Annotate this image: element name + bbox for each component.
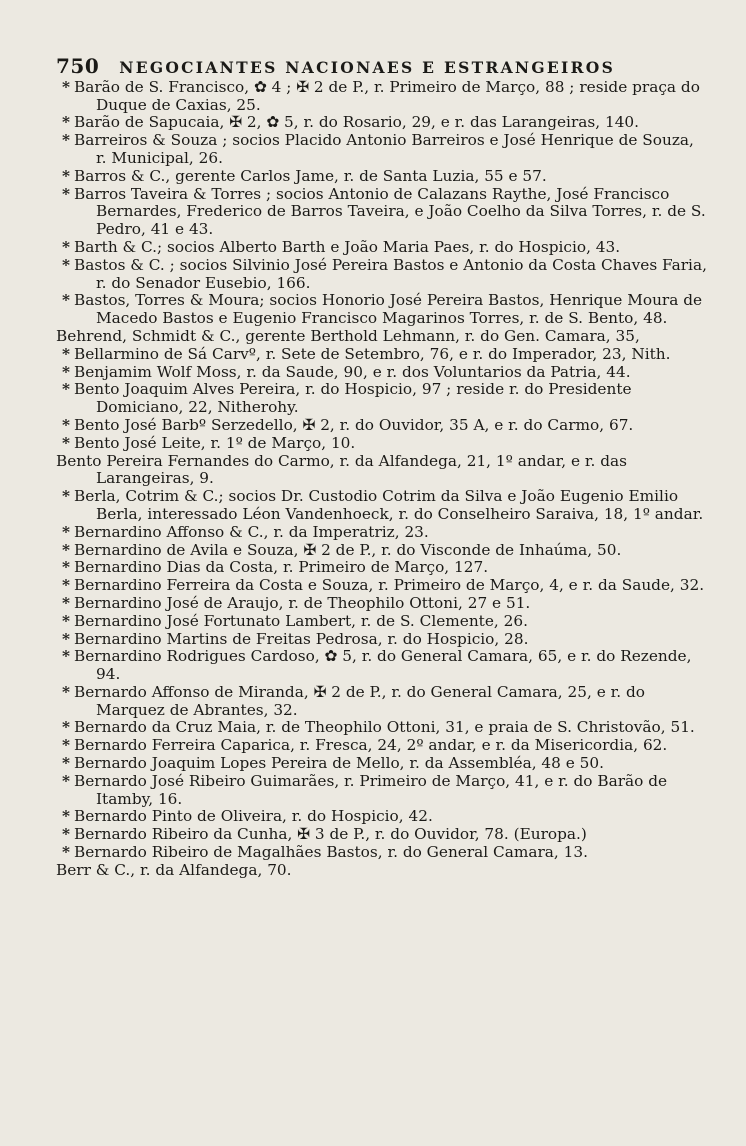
directory-entry: [56, 737, 708, 755]
directory-entry: [56, 844, 708, 862]
directory-entry: [56, 755, 708, 773]
directory-entry: [56, 132, 708, 168]
entry-text: Bernardo Affonso de Miranda, ✠ 2 de P., r. do General Camara, 25, e r. do Marquez de Abrantes, 32.: [74, 682, 645, 719]
entry-text: Benjamim Wolf Moss, r. da Saude, 90, e r. dos Voluntarios da Patria, 44.: [74, 362, 631, 381]
entry-marker: *: [62, 736, 70, 755]
entry-text: Bernardino Martins de Freitas Pedrosa, r. do Hospicio, 28.: [74, 629, 529, 648]
entry-marker: *: [62, 255, 70, 274]
page-number: 750: [56, 54, 100, 78]
entry-text: Bento José Barbº Serzedello, ✠ 2, r. do Ouvidor, 35 A, e r. do Carmo, 67.: [74, 415, 634, 434]
directory-entry: [56, 364, 708, 382]
entry-marker: *: [62, 237, 70, 256]
entry-marker: *: [62, 629, 70, 648]
entry-marker: *: [62, 291, 70, 310]
directory-entry: [56, 648, 708, 684]
entry-marker: *: [62, 131, 70, 150]
directory-entry: [56, 826, 708, 844]
entry-text: Bernardino Affonso & C., r. da Imperatriz, 23.: [74, 522, 429, 541]
directory-entry: [56, 613, 708, 631]
entry-marker: *: [62, 771, 70, 790]
entry-text: Barão de Sapucaia, ✠ 2, ✿ 5, r. do Rosario, 29, e r. das Larangeiras, 140.: [74, 113, 640, 132]
entry-text: Bento José Leite, r. 1º de Março, 10.: [74, 433, 356, 452]
entry-text: Bernardino José de Araujo, r. de Theophilo Ottoni, 27 e 51.: [74, 593, 531, 612]
entry-marker: *: [62, 487, 70, 506]
entry-text: Bastos & C. ; socios Silvinio José Pereira Bastos e Antonio da Costa Chaves Faria, r. do Senador Eusebio, 166.: [74, 255, 707, 292]
entry-text: Berr & C., r. da Alfandega, 70.: [56, 860, 292, 879]
entry-text: Bernardino Dias da Costa, r. Primeiro de Março, 127.: [74, 558, 489, 577]
directory-entry: [56, 453, 708, 489]
entry-text: Barth & C.; socios Alberto Barth e João Maria Paes, r. do Hospicio, 43.: [74, 237, 621, 256]
entry-text: Bernardo Ferreira Caparica, r. Fresca, 24, 2º andar, e r. da Misericordia, 62.: [74, 736, 668, 755]
entry-marker: *: [62, 380, 70, 399]
entry-text: Bastos, Torres & Moura; socios Honorio José Pereira Bastos, Henrique Moura de Macedo Bastos e Eugenio Francisco Magarinos Torres, r. de S. Bento, 48.: [74, 291, 703, 328]
entry-list: [56, 79, 708, 880]
directory-entry: [56, 168, 708, 186]
entry-marker: *: [62, 433, 70, 452]
entry-marker: *: [62, 576, 70, 595]
running-title: NEGOCIANTES NACIONAES E ESTRANGEIROS: [119, 58, 616, 77]
directory-entry: [56, 862, 708, 880]
entry-text: Bernardino de Avila e Souza, ✠ 2 de P., r. do Visconde de Inhaúma, 50.: [74, 540, 622, 559]
directory-entry: [56, 328, 708, 346]
entry-marker: *: [62, 843, 70, 862]
entry-marker: *: [62, 415, 70, 434]
directory-entry: [56, 684, 708, 720]
entry-marker: *: [62, 558, 70, 577]
entry-text: Bento Joaquim Alves Pereira, r. do Hospicio, 97 ; reside r. do Presidente Domiciano, 22, Nitherohy.: [74, 380, 632, 417]
directory-entry: [56, 114, 708, 132]
directory-entry: [56, 559, 708, 577]
directory-entry: [56, 239, 708, 257]
directory-entry: [56, 346, 708, 364]
directory-entry: [56, 257, 708, 293]
entry-text: Bento Pereira Fernandes do Carmo, r. da Alfandega, 21, 1º andar, e r. das Larangeiras, 9.: [56, 451, 627, 488]
directory-entry: [56, 417, 708, 435]
entry-marker: *: [62, 647, 70, 666]
directory-entry: [56, 435, 708, 453]
entry-marker: *: [62, 184, 70, 203]
entry-text: Barreiros & Souza ; socios Placido Antonio Barreiros e José Henrique de Souza, r. Municipal, 26.: [74, 131, 694, 167]
entry-marker: *: [62, 540, 70, 559]
directory-entry: [56, 79, 708, 115]
entry-text: Bernardo Joaquim Lopes Pereira de Mello, r. da Assembléa, 48 e 50.: [74, 754, 604, 773]
entry-text: Bernardino José Fortunato Lambert, r. de S. Clemente, 26.: [74, 611, 528, 630]
directory-entry: [56, 381, 708, 417]
entry-text: Barão de S. Francisco, ✿ 4 ; ✠ 2 de P., r. Primeiro de Março, 88 ; reside praça do Duque de Caxias, 25.: [74, 77, 700, 114]
entry-text: Berla, Cotrim & C.; socios Dr. Custodio Cotrim da Silva e João Eugenio Emilio Berla, interessado Léon Vandenhoeck, r. do Conselheiro Saraiva, 18, 1º andar.: [74, 487, 704, 523]
entry-marker: *: [62, 611, 70, 630]
entry-text: Barros Taveira & Torres ; socios Antonio de Calazans Raythe, José Francisco Bernardes, Frederico de Barros Taveira, e João Coelho da Silva Torres, r. de S. Pedro, 41 e 43.: [74, 184, 706, 239]
entry-marker: *: [62, 77, 70, 96]
entry-text: Bernardo da Cruz Maia, r. de Theophilo Ottoni, 31, e praia de S. Christovão, 51.: [74, 718, 695, 737]
entry-marker: *: [62, 718, 70, 737]
entry-marker: *: [62, 807, 70, 826]
page-header: [56, 54, 708, 78]
directory-entry: [56, 292, 708, 328]
entry-text: Bernardino Rodrigues Cardoso, ✿ 5, r. do General Camara, 65, e r. do Rezende, 94.: [74, 647, 692, 684]
entry-marker: *: [62, 754, 70, 773]
directory-entry: [56, 595, 708, 613]
directory-entry: [56, 773, 708, 809]
directory-entry: [56, 524, 708, 542]
entry-text: Bernardino Ferreira da Costa e Souza, r. Primeiro de Março, 4, e r. da Saude, 32.: [74, 576, 705, 595]
entry-marker: *: [62, 682, 70, 701]
entry-marker: *: [62, 113, 70, 132]
directory-entry: [56, 488, 708, 524]
directory-entry: [56, 631, 708, 649]
directory-entry: [56, 808, 708, 826]
entry-marker: *: [62, 825, 70, 844]
entry-text: Bellarmino de Sá Carvº, r. Sete de Setembro, 76, e r. do Imperador, 23, Nith.: [74, 344, 671, 363]
directory-entry: [56, 719, 708, 737]
directory-entry: [56, 186, 708, 239]
entry-text: Bernardo Ribeiro de Magalhães Bastos, r. do General Camara, 13.: [74, 843, 588, 862]
entry-text: Bernardo Pinto de Oliveira, r. do Hospicio, 42.: [74, 807, 433, 826]
entry-marker: *: [62, 362, 70, 381]
entry-text: Bernardo Ribeiro da Cunha, ✠ 3 de P., r. do Ouvidor, 78. (Europa.): [74, 825, 587, 844]
directory-entry: [56, 577, 708, 595]
entry-marker: *: [62, 593, 70, 612]
entry-text: Barros & C., gerente Carlos Jame, r. de Santa Luzia, 55 e 57.: [74, 166, 547, 185]
entry-marker: *: [62, 522, 70, 541]
entry-text: Bernardo José Ribeiro Guimarães, r. Primeiro de Março, 41, e r. do Barão de Itamby, 16.: [74, 771, 668, 808]
entry-text: Behrend, Schmidt & C., gerente Berthold Lehmann, r. do Gen. Camara, 35,: [56, 326, 640, 345]
entry-marker: *: [62, 166, 70, 185]
directory-entry: [56, 542, 708, 560]
entry-marker: *: [62, 344, 70, 363]
